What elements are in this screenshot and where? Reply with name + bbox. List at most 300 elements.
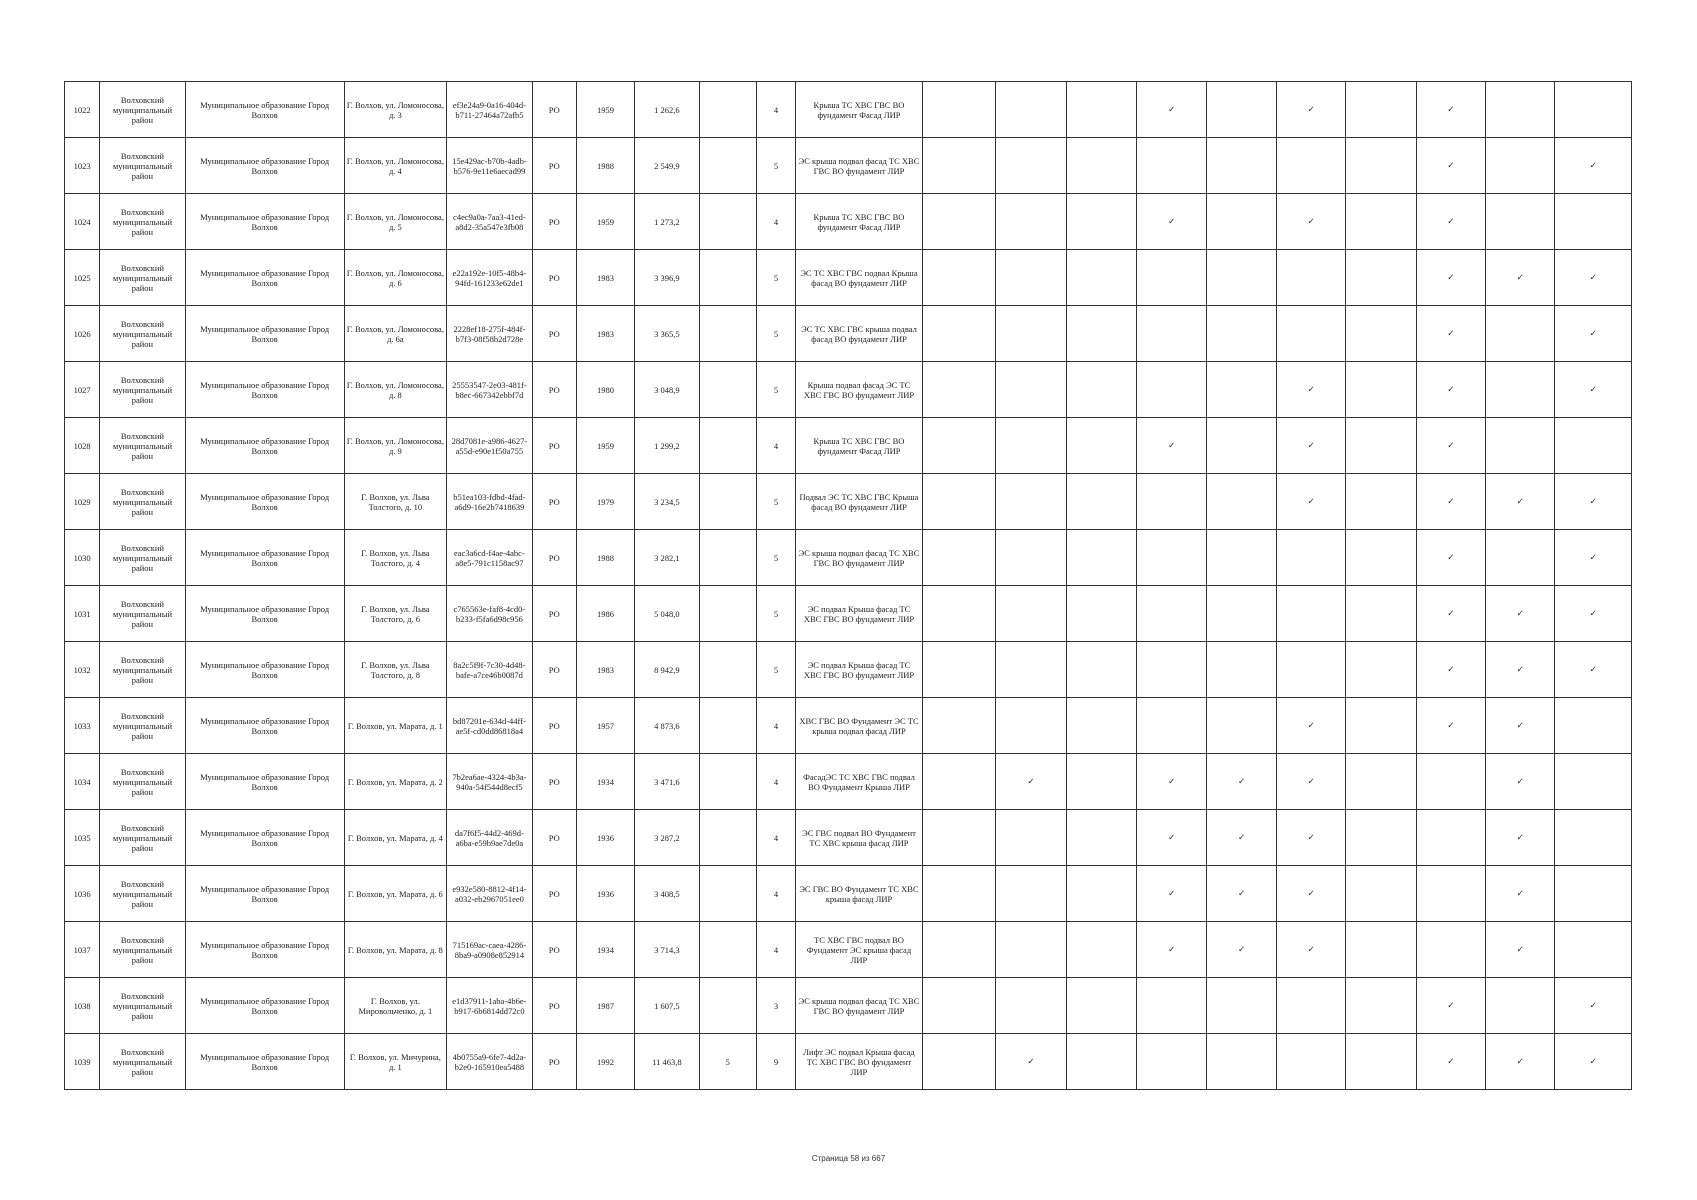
check-cell-7 [1346,978,1416,1034]
table-row [65,586,1632,642]
table-row [65,418,1632,474]
row-number: 1022 [65,82,100,138]
municipality-cell: Муниципальное образование Город Волхов [185,1034,344,1090]
check-cell-6 [1276,362,1345,418]
municipality-cell: Муниципальное образование Город Волхов [185,306,344,362]
municipality-cell: Муниципальное образование Город Волхов [185,586,344,642]
check-cell-7 [1346,250,1416,306]
floors-cell: 4 [756,418,795,474]
check-cell-5 [1207,586,1276,642]
check-cell-6 [1276,194,1345,250]
check-mark-icon: ✓ [1307,832,1315,843]
row-number: 1033 [65,698,100,754]
build-year-cell: 1959 [576,418,634,474]
check-cell-7 [1346,642,1416,698]
build-year-cell: 1987 [576,978,634,1034]
check-cell-3 [1066,362,1136,418]
district-cell: Волховский муниципальный район [100,138,185,194]
check-mark-icon: ✓ [1516,496,1524,507]
check-cell-1 [922,474,995,530]
check-mark-icon: ✓ [1307,888,1315,899]
page-number: Страница 58 из 667 [811,1154,886,1163]
district-cell: Волховский муниципальный район [100,978,185,1034]
check-cell-7 [1346,418,1416,474]
row-number: 1029 [65,474,100,530]
area-cell: 2 549,9 [635,138,699,194]
account-type-cell: РО [532,362,576,418]
check-cell-7 [1346,754,1416,810]
build-year-cell: 1934 [576,754,634,810]
entrances-cell [699,586,756,642]
area-cell: 8 942,9 [635,642,699,698]
account-type-cell: РО [532,530,576,586]
check-cell-1 [922,1034,995,1090]
check-cell-3 [1066,418,1136,474]
check-mark-icon: ✓ [1589,1000,1597,1011]
entrances-cell [699,922,756,978]
floors-cell: 4 [756,194,795,250]
build-year-cell: 1986 [576,586,634,642]
check-cell-6 [1276,810,1345,866]
check-cell-10 [1555,250,1632,306]
check-cell-4 [1137,306,1207,362]
table-row [65,530,1632,586]
check-cell-2 [996,474,1066,530]
floors-cell: 4 [756,754,795,810]
check-cell-8 [1416,362,1485,418]
house-guid-cell: e22a192e-10f5-48b4-94fd-161233e62de1 [447,250,532,306]
check-cell-3 [1066,194,1136,250]
check-cell-8 [1416,418,1485,474]
check-cell-8 [1416,82,1485,138]
row-number: 1035 [65,810,100,866]
address-cell: Г. Волхов, ул. Ломоносова, д. 5 [344,194,447,250]
check-cell-3 [1066,1034,1136,1090]
house-guid-cell: e932e580-8812-4f14-a032-eb2967051ee0 [447,866,532,922]
district-cell: Волховский муниципальный район [100,474,185,530]
address-cell: Г. Волхов, ул. Марата, д. 6 [344,866,447,922]
municipality-cell: Муниципальное образование Город Волхов [185,138,344,194]
check-mark-icon: ✓ [1447,160,1455,171]
check-cell-1 [922,978,995,1034]
check-cell-2 [996,866,1066,922]
build-year-cell: 1983 [576,306,634,362]
works-list-cell: Подвал ЭС ТС ХВС ГВС Крыша фасад ВО фундамент ЛИР [796,474,923,530]
check-cell-3 [1066,922,1136,978]
check-mark-icon: ✓ [1589,272,1597,283]
check-cell-8 [1416,922,1485,978]
check-cell-9 [1485,642,1554,698]
check-cell-8 [1416,194,1485,250]
entrances-cell [699,978,756,1034]
check-cell-5 [1207,866,1276,922]
build-year-cell: 1934 [576,922,634,978]
check-cell-2 [996,642,1066,698]
check-mark-icon: ✓ [1589,1056,1597,1067]
check-cell-7 [1346,810,1416,866]
account-type-cell: РО [532,306,576,362]
check-cell-5 [1207,754,1276,810]
check-cell-8 [1416,754,1485,810]
account-type-cell: РО [532,250,576,306]
check-cell-2 [996,698,1066,754]
table-row [65,362,1632,418]
check-mark-icon: ✓ [1447,552,1455,563]
floors-cell: 5 [756,250,795,306]
check-mark-icon: ✓ [1447,1000,1455,1011]
check-cell-3 [1066,698,1136,754]
check-mark-icon: ✓ [1168,216,1176,227]
area-cell: 3 396,9 [635,250,699,306]
check-cell-4 [1137,418,1207,474]
check-cell-3 [1066,474,1136,530]
check-cell-2 [996,194,1066,250]
table-row [65,810,1632,866]
check-mark-icon: ✓ [1447,720,1455,731]
check-cell-8 [1416,810,1485,866]
entrances-cell [699,306,756,362]
check-mark-icon: ✓ [1447,104,1455,115]
check-cell-9 [1485,194,1554,250]
table-row [65,250,1632,306]
check-cell-4 [1137,810,1207,866]
check-cell-10 [1555,194,1632,250]
address-cell: Г. Волхов, ул. Ломоносова, д. 6а [344,306,447,362]
check-cell-10 [1555,418,1632,474]
row-number: 1036 [65,866,100,922]
district-cell: Волховский муниципальный район [100,698,185,754]
works-list-cell: ХВС ГВС ВО Фундамент ЭС ТС крыша подвал фасад ЛИР [796,698,923,754]
district-cell: Волховский муниципальный район [100,642,185,698]
check-mark-icon: ✓ [1516,272,1524,283]
floors-cell: 5 [756,586,795,642]
check-cell-3 [1066,754,1136,810]
check-cell-1 [922,698,995,754]
check-mark-icon: ✓ [1168,832,1176,843]
address-cell: Г. Волхов, ул. Ломоносова, д. 3 [344,82,447,138]
address-cell: Г. Волхов, ул. Ломоносова, д. 6 [344,250,447,306]
municipality-cell: Муниципальное образование Город Волхов [185,754,344,810]
check-cell-1 [922,754,995,810]
check-mark-icon: ✓ [1516,720,1524,731]
check-cell-9 [1485,418,1554,474]
check-cell-8 [1416,530,1485,586]
check-cell-7 [1346,866,1416,922]
check-cell-4 [1137,474,1207,530]
account-type-cell: РО [532,1034,576,1090]
floors-cell: 4 [756,922,795,978]
district-cell: Волховский муниципальный район [100,922,185,978]
municipality-cell: Муниципальное образование Город Волхов [185,530,344,586]
check-cell-6 [1276,586,1345,642]
check-cell-5 [1207,250,1276,306]
works-list-cell: Крыша ТС ХВС ГВС ВО фундамент Фасад ЛИР [796,418,923,474]
house-guid-cell: 7b2ea6ae-4324-4b3a-940a-54f544d8ecf5 [447,754,532,810]
check-cell-10 [1555,922,1632,978]
row-number: 1024 [65,194,100,250]
house-guid-cell: da7f6f5-44d2-469d-a6ba-e59b9ae7de0a [447,810,532,866]
floors-cell: 4 [756,698,795,754]
check-cell-5 [1207,474,1276,530]
check-cell-5 [1207,530,1276,586]
area-cell: 1 299,2 [635,418,699,474]
check-cell-8 [1416,1034,1485,1090]
floors-cell: 5 [756,306,795,362]
check-cell-3 [1066,586,1136,642]
check-cell-8 [1416,866,1485,922]
account-type-cell: РО [532,810,576,866]
entrances-cell [699,698,756,754]
account-type-cell: РО [532,138,576,194]
municipality-cell: Муниципальное образование Город Волхов [185,698,344,754]
address-cell: Г. Волхов, ул. Мичурина, д. 1 [344,1034,447,1090]
address-cell: Г. Волхов, ул. Льва Толстого, д. 6 [344,586,447,642]
check-mark-icon: ✓ [1589,664,1597,675]
check-cell-5 [1207,1034,1276,1090]
area-cell: 1 607,5 [635,978,699,1034]
row-number: 1034 [65,754,100,810]
check-cell-10 [1555,642,1632,698]
check-mark-icon: ✓ [1447,1056,1455,1067]
floors-cell: 5 [756,474,795,530]
check-mark-icon: ✓ [1027,776,1035,787]
entrances-cell [699,194,756,250]
check-cell-4 [1137,922,1207,978]
build-year-cell: 1988 [576,530,634,586]
check-cell-1 [922,362,995,418]
check-cell-7 [1346,698,1416,754]
check-cell-2 [996,978,1066,1034]
floors-cell: 9 [756,1034,795,1090]
check-cell-9 [1485,138,1554,194]
row-number: 1028 [65,418,100,474]
check-cell-2 [996,250,1066,306]
works-list-cell: Крыша ТС ХВС ГВС ВО фундамент Фасад ЛИР [796,82,923,138]
check-mark-icon: ✓ [1307,104,1315,115]
check-cell-3 [1066,530,1136,586]
check-cell-10 [1555,474,1632,530]
row-number: 1027 [65,362,100,418]
check-cell-9 [1485,362,1554,418]
check-cell-5 [1207,82,1276,138]
check-mark-icon: ✓ [1589,384,1597,395]
house-guid-cell: 2228ef18-275f-484f-b7f3-08f58b2d728e [447,306,532,362]
check-cell-4 [1137,530,1207,586]
row-number: 1023 [65,138,100,194]
area-cell: 3 714,3 [635,922,699,978]
check-cell-4 [1137,362,1207,418]
check-cell-3 [1066,306,1136,362]
municipality-cell: Муниципальное образование Город Волхов [185,642,344,698]
build-year-cell: 1936 [576,866,634,922]
check-cell-6 [1276,418,1345,474]
check-cell-9 [1485,978,1554,1034]
district-cell: Волховский муниципальный район [100,250,185,306]
district-cell: Волховский муниципальный район [100,82,185,138]
check-mark-icon: ✓ [1168,776,1176,787]
check-cell-10 [1555,698,1632,754]
check-cell-9 [1485,810,1554,866]
entrances-cell [699,418,756,474]
check-cell-1 [922,82,995,138]
entrances-cell [699,362,756,418]
floors-cell: 5 [756,362,795,418]
table-row [65,1034,1632,1090]
house-guid-cell: e1d37911-1aba-4b6e-b917-6b6814dd72c0 [447,978,532,1034]
check-cell-7 [1346,306,1416,362]
check-cell-10 [1555,866,1632,922]
check-cell-1 [922,306,995,362]
district-cell: Волховский муниципальный район [100,530,185,586]
check-cell-6 [1276,754,1345,810]
account-type-cell: РО [532,978,576,1034]
district-cell: Волховский муниципальный район [100,866,185,922]
check-cell-6 [1276,978,1345,1034]
check-mark-icon: ✓ [1307,720,1315,731]
housing-register-table [64,81,1632,1090]
works-list-cell: ЭС подвал Крыша фасад ТС ХВС ГВС ВО фундамент ЛИР [796,586,923,642]
works-list-cell: Крыша подвал фасад ЭС ТС ХВС ГВС ВО фундамент ЛИР [796,362,923,418]
house-guid-cell: ef3e24a9-0a16-404d-b711-27464a72afb5 [447,82,532,138]
check-cell-6 [1276,306,1345,362]
build-year-cell: 1959 [576,194,634,250]
check-cell-5 [1207,978,1276,1034]
check-cell-9 [1485,474,1554,530]
table-row [65,754,1632,810]
house-guid-cell: 28d7081e-a986-4627-a55d-e90e1f50a755 [447,418,532,474]
check-cell-4 [1137,250,1207,306]
check-mark-icon: ✓ [1307,384,1315,395]
check-cell-8 [1416,474,1485,530]
check-cell-2 [996,418,1066,474]
works-list-cell: Крыша ТС ХВС ГВС ВО фундамент Фасад ЛИР [796,194,923,250]
row-number: 1026 [65,306,100,362]
check-cell-1 [922,586,995,642]
account-type-cell: РО [532,922,576,978]
check-cell-2 [996,530,1066,586]
check-mark-icon: ✓ [1447,664,1455,675]
check-cell-9 [1485,82,1554,138]
works-list-cell: ЭС крыша подвал фасад ТС ХВС ГВС ВО фундамент ЛИР [796,138,923,194]
check-mark-icon: ✓ [1027,1056,1035,1067]
check-cell-10 [1555,586,1632,642]
check-cell-3 [1066,810,1136,866]
check-cell-6 [1276,474,1345,530]
account-type-cell: РО [532,194,576,250]
address-cell: Г. Волхов, ул. Ломоносова, д. 8 [344,362,447,418]
check-cell-7 [1346,82,1416,138]
check-cell-1 [922,922,995,978]
check-cell-4 [1137,586,1207,642]
check-cell-2 [996,362,1066,418]
account-type-cell: РО [532,474,576,530]
entrances-cell [699,810,756,866]
check-mark-icon: ✓ [1589,552,1597,563]
check-mark-icon: ✓ [1447,608,1455,619]
entrances-cell [699,474,756,530]
check-cell-10 [1555,306,1632,362]
address-cell: Г. Волхов, ул. Льва Толстого, д. 4 [344,530,447,586]
check-cell-4 [1137,138,1207,194]
check-cell-10 [1555,978,1632,1034]
check-cell-4 [1137,642,1207,698]
table-row [65,82,1632,138]
municipality-cell: Муниципальное образование Город Волхов [185,418,344,474]
check-cell-1 [922,250,995,306]
account-type-cell: РО [532,586,576,642]
check-cell-6 [1276,250,1345,306]
check-cell-2 [996,922,1066,978]
check-cell-5 [1207,922,1276,978]
municipality-cell: Муниципальное образование Город Волхов [185,250,344,306]
check-mark-icon: ✓ [1168,104,1176,115]
build-year-cell: 1936 [576,810,634,866]
check-cell-7 [1346,922,1416,978]
entrances-cell [699,138,756,194]
check-cell-3 [1066,138,1136,194]
table-row [65,978,1632,1034]
check-mark-icon: ✓ [1516,776,1524,787]
area-cell: 3 408,5 [635,866,699,922]
municipality-cell: Муниципальное образование Город Волхов [185,194,344,250]
check-cell-9 [1485,866,1554,922]
municipality-cell: Муниципальное образование Город Волхов [185,82,344,138]
check-cell-9 [1485,530,1554,586]
address-cell: Г. Волхов, ул. Мировольченко, д. 1 [344,978,447,1034]
district-cell: Волховский муниципальный район [100,194,185,250]
check-cell-7 [1346,138,1416,194]
check-mark-icon: ✓ [1589,496,1597,507]
check-cell-9 [1485,306,1554,362]
table-row [65,922,1632,978]
account-type-cell: РО [532,82,576,138]
floors-cell: 3 [756,978,795,1034]
check-mark-icon: ✓ [1447,216,1455,227]
account-type-cell: РО [532,642,576,698]
check-cell-4 [1137,194,1207,250]
check-cell-9 [1485,754,1554,810]
check-cell-10 [1555,82,1632,138]
floors-cell: 4 [756,82,795,138]
check-cell-8 [1416,306,1485,362]
check-cell-6 [1276,82,1345,138]
check-mark-icon: ✓ [1238,888,1246,899]
check-mark-icon: ✓ [1589,608,1597,619]
works-list-cell: ЭС крыша подвал фасад ТС ХВС ГВС ВО фундамент ЛИР [796,530,923,586]
entrances-cell: 5 [699,1034,756,1090]
address-cell: Г. Волхов, ул. Льва Толстого, д. 10 [344,474,447,530]
area-cell: 1 262,6 [635,82,699,138]
area-cell: 1 273,2 [635,194,699,250]
check-mark-icon: ✓ [1447,440,1455,451]
account-type-cell: РО [532,418,576,474]
table-row [65,866,1632,922]
check-mark-icon: ✓ [1447,272,1455,283]
build-year-cell: 1980 [576,362,634,418]
check-cell-1 [922,642,995,698]
check-cell-8 [1416,586,1485,642]
house-guid-cell: 4b0755a9-6fe7-4d2a-b2e0-165910ea5488 [447,1034,532,1090]
row-number: 1025 [65,250,100,306]
check-mark-icon: ✓ [1589,328,1597,339]
check-cell-8 [1416,250,1485,306]
build-year-cell: 1957 [576,698,634,754]
municipality-cell: Муниципальное образование Город Волхов [185,810,344,866]
works-list-cell: ФасадЭС ТС ХВС ГВС подвал ВО Фундамент Крыша ЛИР [796,754,923,810]
check-mark-icon: ✓ [1516,832,1524,843]
check-cell-1 [922,530,995,586]
check-cell-7 [1346,1034,1416,1090]
